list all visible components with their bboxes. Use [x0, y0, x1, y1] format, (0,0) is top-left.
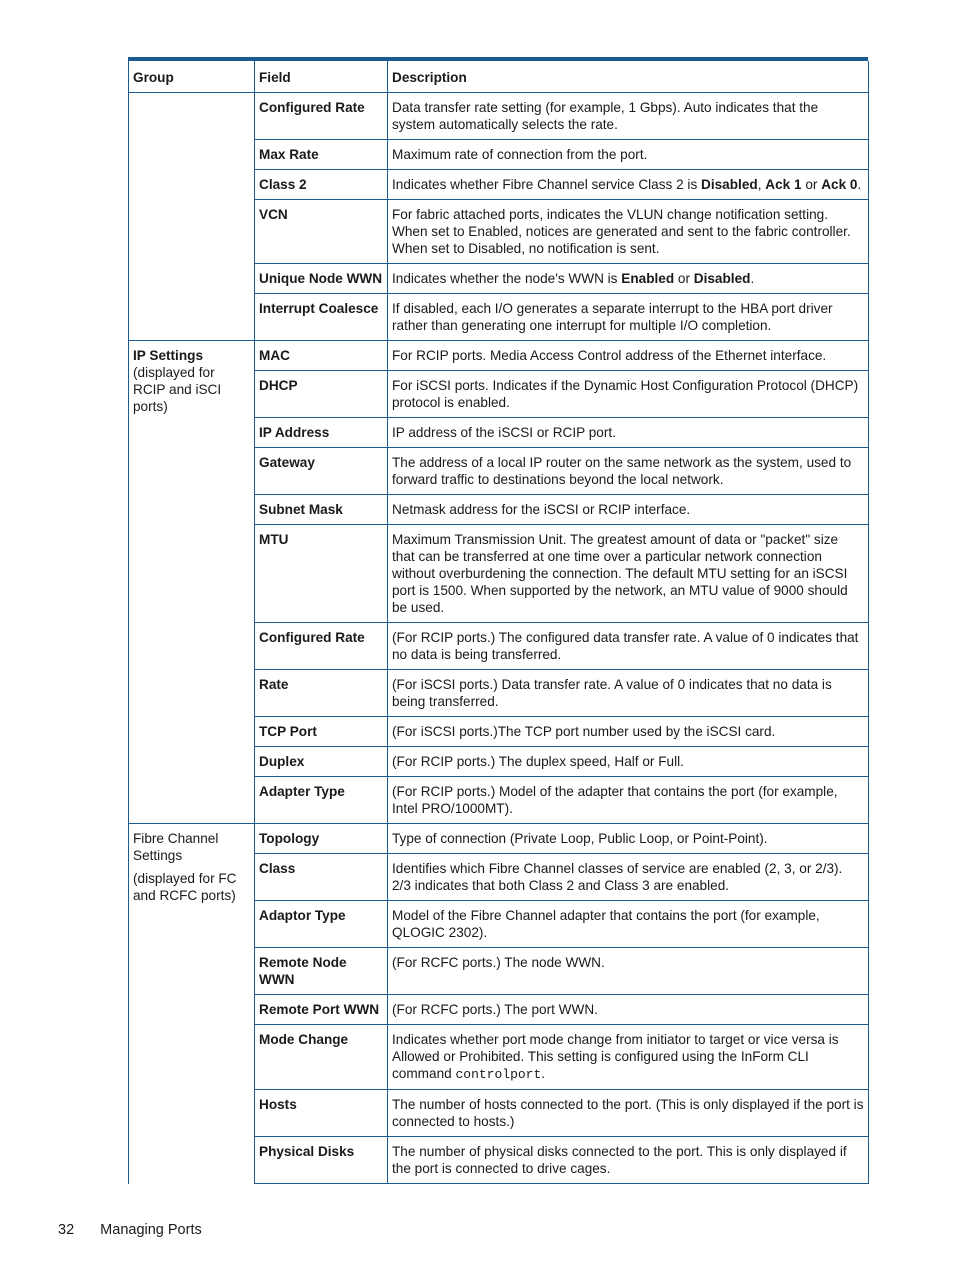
- description-text: ,: [757, 177, 766, 192]
- header-group: Group: [129, 61, 255, 93]
- field-cell: Hosts: [255, 1090, 388, 1137]
- description-text: (For RCIP ports.) Model of the adapter that contains the port (for example, Intel PRO/1000MT).: [392, 784, 838, 816]
- table-row: [129, 341, 869, 371]
- description-text: Indicates whether port mode change from initiator to target or vice versa is Allowed or Prohibited. This setting is configured using the InForm CLI command: [392, 1032, 839, 1081]
- description-cell: [388, 140, 869, 170]
- field-cell: Configured Rate: [255, 623, 388, 670]
- field-cell: MAC: [255, 341, 388, 371]
- table-row: [129, 93, 869, 140]
- field-cell: Class 2: [255, 170, 388, 200]
- field-cell: Remote Node WWN: [255, 948, 388, 995]
- field-cell: Adaptor Type: [255, 901, 388, 948]
- field-cell: Remote Port WWN: [255, 995, 388, 1025]
- field-cell: Duplex: [255, 747, 388, 777]
- settings-table: [128, 61, 869, 1184]
- header-field: Field: [255, 61, 388, 93]
- group-note: (displayed for RCIP and iSCI ports): [133, 365, 222, 414]
- field-cell: Rate: [255, 670, 388, 717]
- description-cell: [388, 717, 869, 747]
- group-note: (displayed for FC and RCFC ports): [133, 871, 237, 903]
- description-cell: [388, 747, 869, 777]
- emphasis-text: Ack 0: [821, 177, 858, 192]
- description-cell: [388, 777, 869, 824]
- description-cell: [388, 901, 869, 948]
- description-text: .: [857, 177, 862, 192]
- field-cell: Mode Change: [255, 1025, 388, 1090]
- field-cell: Unique Node WWN: [255, 264, 388, 294]
- description-cell: [388, 948, 869, 995]
- field-cell: Gateway: [255, 448, 388, 495]
- group-cell-fc: [129, 824, 255, 1184]
- field-cell: IP Address: [255, 418, 388, 448]
- description-text: The address of a local IP router on the same network as the system, used to forward traffic to destinations beyond the local network.: [392, 455, 852, 487]
- field-cell: Interrupt Coalesce: [255, 294, 388, 341]
- description-text: Netmask address for the iSCSI or RCIP interface.: [392, 502, 691, 517]
- description-cell: [388, 341, 869, 371]
- description-text: Maximum rate of connection from the port.: [392, 147, 648, 162]
- description-cell: [388, 93, 869, 140]
- description-text: (For RCIP ports.) The duplex speed, Half or Full.: [392, 754, 684, 769]
- description-text: The number of hosts connected to the port. (This is only displayed if the port is connected to hosts.): [392, 1097, 864, 1129]
- field-cell: Configured Rate: [255, 93, 388, 140]
- description-cell: [388, 995, 869, 1025]
- description-text: For RCIP ports. Media Access Control address of the Ethernet interface.: [392, 348, 827, 363]
- description-text: Data transfer rate setting (for example, 1 Gbps). Auto indicates that the system automatically selects the rate.: [392, 100, 819, 132]
- description-text: Identifies which Fibre Channel classes of service are enabled (2, 3, or 2/3). 2/3 indicates that both Class 2 and Class 3 are enabled.: [392, 861, 843, 893]
- description-text: (For RCFC ports.) The port WWN.: [392, 1002, 598, 1017]
- description-cell: [388, 854, 869, 901]
- field-cell: Topology: [255, 824, 388, 854]
- description-text: For fabric attached ports, indicates the VLUN change notification setting. When set to Enabled, notices are generated and sent to the fabric controller. When set to Disabled, no notification is sent.: [392, 207, 851, 256]
- description-text: If disabled, each I/O generates a separate interrupt to the HBA port driver rather than generating one interrupt for multiple I/O completion.: [392, 301, 833, 333]
- description-cell: [388, 264, 869, 294]
- field-cell: Adapter Type: [255, 777, 388, 824]
- page-footer: [58, 1222, 202, 1238]
- command-text: controlport: [455, 1067, 542, 1082]
- emphasis-text: Disabled: [693, 271, 751, 286]
- description-text: IP address of the iSCSI or RCIP port.: [392, 425, 616, 440]
- description-cell: [388, 418, 869, 448]
- description-cell: [388, 448, 869, 495]
- field-cell: TCP Port: [255, 717, 388, 747]
- description-text: (For iSCSI ports.)The TCP port number used by the iSCSI card.: [392, 724, 776, 739]
- description-cell: [388, 200, 869, 264]
- table-row: [129, 824, 869, 854]
- description-text: For iSCSI ports. Indicates if the Dynamic Host Configuration Protocol (DHCP) protocol is enabled.: [392, 378, 859, 410]
- description-text: (For RCFC ports.) The node WWN.: [392, 955, 605, 970]
- description-text: Model of the Fibre Channel adapter that contains the port (for example, QLOGIC 2302).: [392, 908, 820, 940]
- page-number: 32: [58, 1222, 75, 1238]
- field-cell: MTU: [255, 525, 388, 623]
- section-title: Managing Ports: [100, 1222, 202, 1238]
- header-description: Description: [388, 61, 869, 93]
- description-cell: [388, 824, 869, 854]
- description-text: Indicates whether Fibre Channel service Class 2 is: [392, 177, 702, 192]
- description-cell: [388, 1090, 869, 1137]
- field-cell: Max Rate: [255, 140, 388, 170]
- description-text: The number of physical disks connected to the port. This is only displayed if the port is connected to drive cages.: [392, 1144, 847, 1176]
- description-text: or: [801, 177, 822, 192]
- group-title: IP Settings: [133, 348, 203, 363]
- field-cell: Physical Disks: [255, 1137, 388, 1184]
- description-cell: [388, 371, 869, 418]
- description-cell: [388, 623, 869, 670]
- description-cell: [388, 670, 869, 717]
- field-cell: Subnet Mask: [255, 495, 388, 525]
- description-cell: [388, 525, 869, 623]
- description-text: Indicates whether the node's WWN is: [392, 271, 622, 286]
- description-cell: [388, 495, 869, 525]
- description-text: Maximum Transmission Unit. The greatest amount of data or "packet" size that can be transferred at one time over a particular network connection without overburdening the connection. The default MTU setting for an iSCSI port is 1500. When supported by the network, an MTU value of 9000 should be used.: [392, 532, 848, 615]
- emphasis-text: Disabled: [701, 177, 758, 192]
- description-text: Type of connection (Private Loop, Public Loop, or Point-Point).: [392, 831, 768, 846]
- description-cell: [388, 1025, 869, 1090]
- description-cell: [388, 1137, 869, 1184]
- emphasis-text: Ack 1: [765, 177, 802, 192]
- emphasis-text: Enabled: [621, 271, 675, 286]
- description-text: .: [541, 1066, 546, 1081]
- description-text: .: [750, 271, 755, 286]
- field-cell: Class: [255, 854, 388, 901]
- group-title: Fibre Channel Settings: [133, 831, 219, 863]
- description-text: (For iSCSI ports.) Data transfer rate. A value of 0 indicates that no data is being transferred.: [392, 677, 832, 709]
- description-text: or: [674, 271, 694, 286]
- group-cell-ip: [129, 341, 255, 824]
- port-settings-table: [128, 57, 868, 1184]
- field-cell: VCN: [255, 200, 388, 264]
- group-cell-port: [129, 93, 255, 341]
- description-cell: [388, 170, 869, 200]
- field-cell: DHCP: [255, 371, 388, 418]
- description-text: (For RCIP ports.) The configured data transfer rate. A value of 0 indicates that no data is being transferred.: [392, 630, 859, 662]
- description-cell: [388, 294, 869, 341]
- header-row: [129, 61, 869, 93]
